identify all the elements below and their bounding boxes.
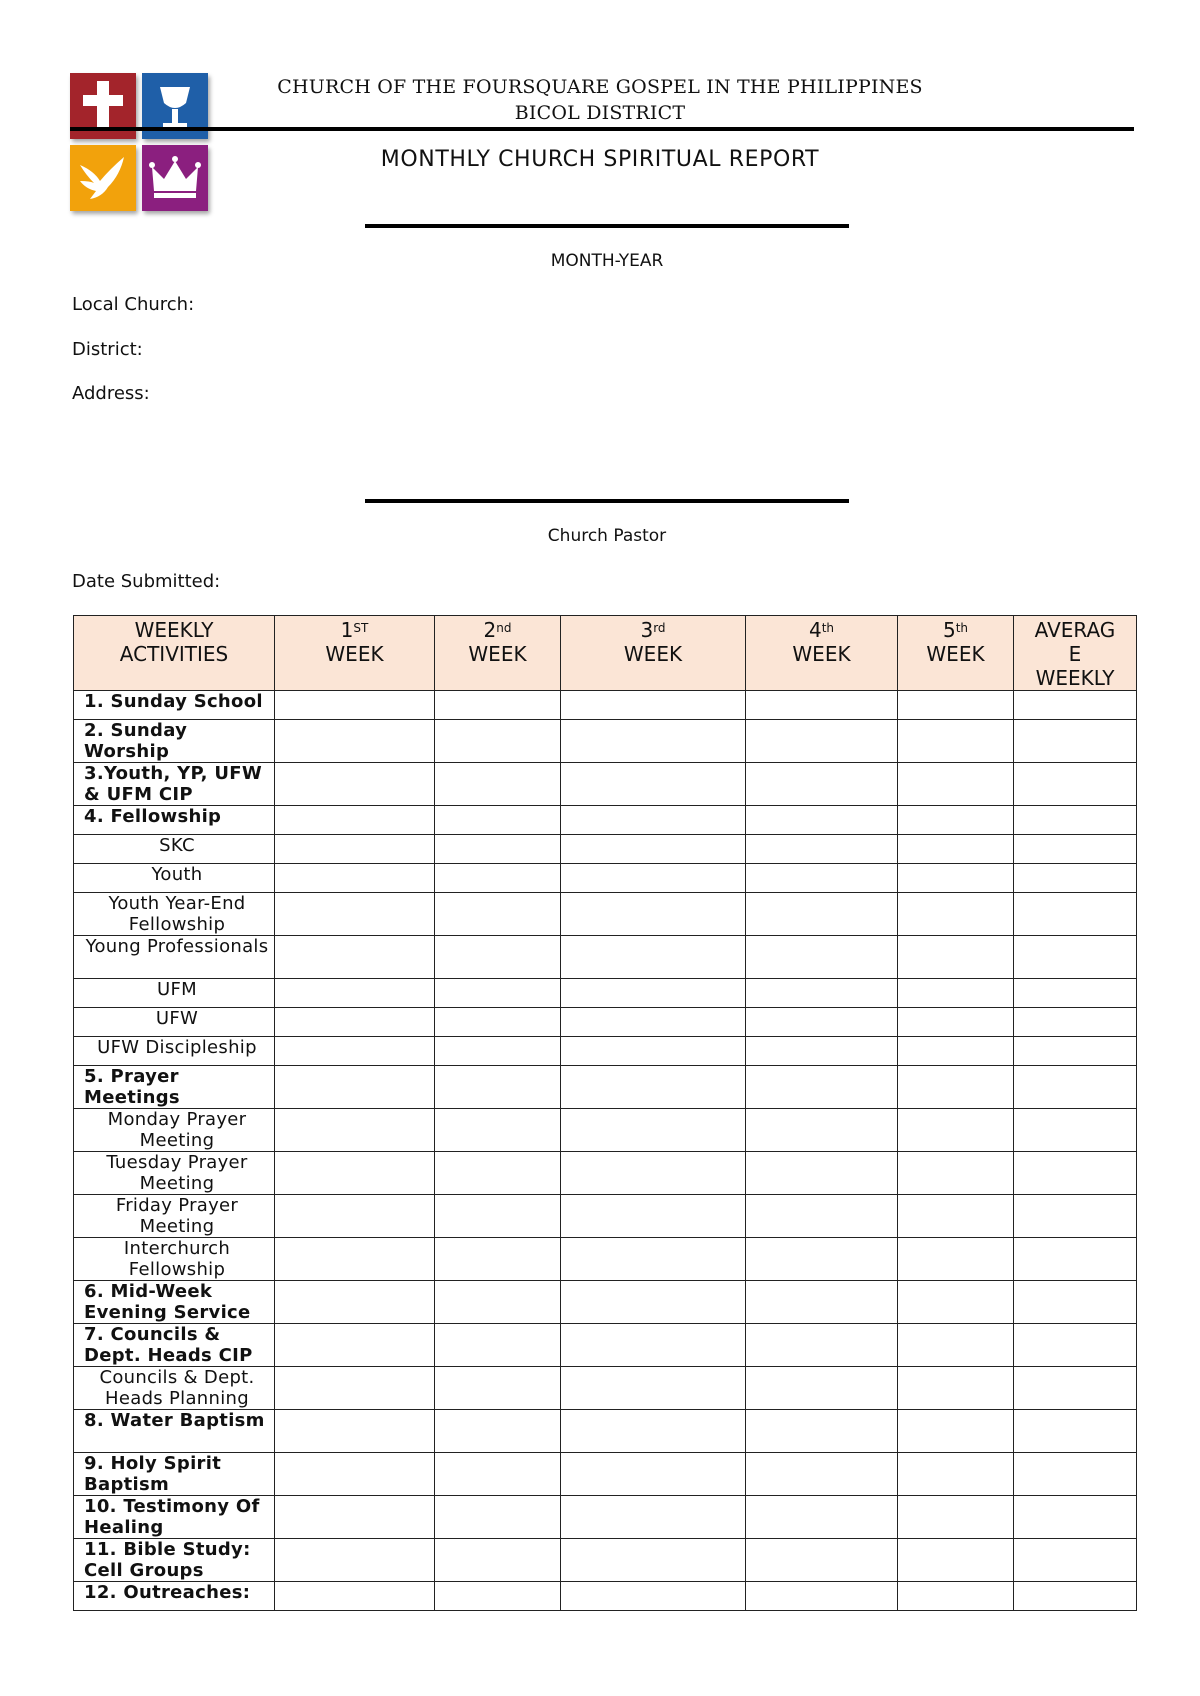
week-2-cell[interactable] <box>435 720 561 763</box>
header-divider <box>70 127 1134 131</box>
week-2-cell[interactable] <box>435 1582 561 1611</box>
table-row <box>74 691 1137 720</box>
header-activities-line: WEEKLY <box>134 618 214 642</box>
week-1-cell[interactable] <box>275 1539 435 1582</box>
header-average-line: AVERAG <box>1034 618 1116 642</box>
week-2-cell[interactable] <box>435 1238 561 1281</box>
week-4-cell[interactable] <box>746 720 898 763</box>
week-3-cell[interactable] <box>561 1037 746 1066</box>
week-3-cell[interactable] <box>561 1066 746 1109</box>
average-weekly-cell[interactable] <box>1014 1453 1137 1496</box>
week-5-cell[interactable] <box>898 1539 1014 1582</box>
week-number: 1 <box>340 618 354 642</box>
activity-label: UFW <box>74 1008 275 1037</box>
pastor-signature-line <box>365 499 849 503</box>
week-2-cell[interactable] <box>435 1496 561 1539</box>
week-3-cell[interactable] <box>561 1410 746 1453</box>
week-1-cell[interactable] <box>275 1410 435 1453</box>
org-district: BICOL DISTRICT <box>514 102 686 124</box>
table-row <box>74 893 1137 936</box>
week-5-cell[interactable] <box>898 1195 1014 1238</box>
week-1-cell[interactable] <box>275 1109 435 1152</box>
week-5-cell[interactable] <box>898 1367 1014 1410</box>
week-3-cell[interactable] <box>561 806 746 835</box>
average-weekly-cell[interactable] <box>1014 1238 1137 1281</box>
week-1-cell[interactable] <box>275 1238 435 1281</box>
table-row <box>74 1539 1137 1582</box>
average-weekly-cell[interactable] <box>1014 1008 1137 1037</box>
week-5-cell[interactable] <box>898 864 1014 893</box>
week-2-cell[interactable] <box>435 763 561 806</box>
week-2-cell[interactable] <box>435 1324 561 1367</box>
week-3-cell[interactable] <box>561 864 746 893</box>
pastor-label: Church Pastor <box>547 526 667 546</box>
week-3-cell[interactable] <box>561 1367 746 1410</box>
week-4-cell[interactable] <box>746 1238 898 1281</box>
table-row <box>74 1367 1137 1410</box>
average-weekly-cell[interactable] <box>1014 1367 1137 1410</box>
table-row <box>74 1037 1137 1066</box>
table-row <box>74 1066 1137 1109</box>
week-3-cell[interactable] <box>561 893 746 936</box>
week-3-cell[interactable] <box>561 1539 746 1582</box>
week-label: WEEK <box>792 642 851 666</box>
week-number: 5 <box>942 618 956 642</box>
table-row <box>74 979 1137 1008</box>
week-1-cell[interactable] <box>275 835 435 864</box>
week-5-cell[interactable] <box>898 893 1014 936</box>
week-ordinal: ST <box>353 621 369 635</box>
month-year-label: MONTH-YEAR <box>550 251 664 271</box>
week-2-cell[interactable] <box>435 864 561 893</box>
week-3-cell[interactable] <box>561 1324 746 1367</box>
week-1-cell[interactable] <box>275 1367 435 1410</box>
average-weekly-cell[interactable] <box>1014 691 1137 720</box>
week-1-cell[interactable] <box>275 1582 435 1611</box>
week-5-cell[interactable] <box>898 691 1014 720</box>
week-5-cell[interactable] <box>898 1453 1014 1496</box>
week-5-cell[interactable] <box>898 1496 1014 1539</box>
week-1-cell[interactable] <box>275 1066 435 1109</box>
week-number: 3 <box>640 618 654 642</box>
week-label: WEEK <box>623 642 683 666</box>
average-weekly-cell[interactable] <box>1014 806 1137 835</box>
table-row <box>74 763 1137 806</box>
week-3-cell[interactable] <box>561 1281 746 1324</box>
table-row <box>74 1453 1137 1496</box>
week-1-cell[interactable] <box>275 806 435 835</box>
week-5-cell[interactable] <box>898 1410 1014 1453</box>
activity-label: Councils & Dept. Heads Planning <box>74 1367 275 1410</box>
week-4-cell[interactable] <box>746 1008 898 1037</box>
crown-icon <box>142 145 208 211</box>
activity-label: 5. Prayer Meetings <box>74 1066 275 1109</box>
average-weekly-cell[interactable] <box>1014 936 1137 979</box>
week-4-cell[interactable] <box>746 864 898 893</box>
week-2-cell[interactable] <box>435 1281 561 1324</box>
week-1-cell[interactable] <box>275 1008 435 1037</box>
organization-header <box>220 74 980 126</box>
week-5-cell[interactable] <box>898 806 1014 835</box>
activity-label: 9. Holy Spirit Baptism <box>74 1453 275 1496</box>
week-4-cell[interactable] <box>746 1195 898 1238</box>
table-row <box>74 1109 1137 1152</box>
week-1-cell[interactable] <box>275 1037 435 1066</box>
header-week-4 <box>746 616 898 691</box>
week-1-cell[interactable] <box>275 1324 435 1367</box>
table-row <box>74 720 1137 763</box>
week-ordinal: th <box>821 621 835 635</box>
week-5-cell[interactable] <box>898 979 1014 1008</box>
month-year-line <box>365 224 849 228</box>
week-2-cell[interactable] <box>435 1152 561 1195</box>
church-logo <box>70 73 210 213</box>
activity-label: 6. Mid-Week Evening Service <box>74 1281 275 1324</box>
week-3-cell[interactable] <box>561 1582 746 1611</box>
week-5-cell[interactable] <box>898 1109 1014 1152</box>
week-3-cell[interactable] <box>561 1453 746 1496</box>
week-5-cell[interactable] <box>898 1238 1014 1281</box>
week-3-cell[interactable] <box>561 691 746 720</box>
table-row <box>74 1496 1137 1539</box>
week-5-cell[interactable] <box>898 936 1014 979</box>
header-weekly-activities <box>74 616 275 691</box>
week-2-cell[interactable] <box>435 1453 561 1496</box>
week-1-cell[interactable] <box>275 936 435 979</box>
week-4-cell[interactable] <box>746 936 898 979</box>
report-title: MONTHLY CHURCH SPIRITUAL REPORT <box>380 147 820 172</box>
activity-label: 11. Bible Study: Cell Groups <box>74 1539 275 1582</box>
week-1-cell[interactable] <box>275 1281 435 1324</box>
table-header-row <box>74 616 1137 691</box>
week-1-cell[interactable] <box>275 864 435 893</box>
week-3-cell[interactable] <box>561 720 746 763</box>
activity-label: UFW Discipleship <box>74 1037 275 1066</box>
weekly-activities-table <box>73 615 1137 1611</box>
week-ordinal: rd <box>653 621 666 635</box>
week-5-cell[interactable] <box>898 763 1014 806</box>
table-row <box>74 864 1137 893</box>
district-label: District: <box>72 339 143 360</box>
week-3-cell[interactable] <box>561 979 746 1008</box>
activity-label: Young Professionals <box>74 936 275 979</box>
week-4-cell[interactable] <box>746 893 898 936</box>
week-5-cell[interactable] <box>898 1281 1014 1324</box>
table-row <box>74 1152 1137 1195</box>
activity-label: Youth Year-End Fellowship <box>74 893 275 936</box>
week-label: WEEK <box>468 642 527 666</box>
week-2-cell[interactable] <box>435 806 561 835</box>
week-2-cell[interactable] <box>435 835 561 864</box>
week-2-cell[interactable] <box>435 1109 561 1152</box>
week-2-cell[interactable] <box>435 1367 561 1410</box>
table-body <box>74 691 1137 1611</box>
table-row <box>74 1008 1137 1037</box>
activity-label: SKC <box>74 835 275 864</box>
header-average-line: E <box>1068 642 1082 666</box>
header-activities-line: ACTIVITIES <box>119 642 229 666</box>
average-weekly-cell[interactable] <box>1014 893 1137 936</box>
average-weekly-cell[interactable] <box>1014 1496 1137 1539</box>
week-2-cell[interactable] <box>435 1410 561 1453</box>
average-weekly-cell[interactable] <box>1014 1324 1137 1367</box>
week-3-cell[interactable] <box>561 763 746 806</box>
activity-label: Youth <box>74 864 275 893</box>
average-weekly-cell[interactable] <box>1014 1410 1137 1453</box>
week-1-cell[interactable] <box>275 1195 435 1238</box>
week-5-cell[interactable] <box>898 1152 1014 1195</box>
average-weekly-cell[interactable] <box>1014 1281 1137 1324</box>
activity-label: Interchurch Fellowship <box>74 1238 275 1281</box>
week-1-cell[interactable] <box>275 720 435 763</box>
week-4-cell[interactable] <box>746 1496 898 1539</box>
week-5-cell[interactable] <box>898 720 1014 763</box>
average-weekly-cell[interactable] <box>1014 1066 1137 1109</box>
activity-label: 7. Councils & Dept. Heads CIP <box>74 1324 275 1367</box>
week-4-cell[interactable] <box>746 1539 898 1582</box>
week-2-cell[interactable] <box>435 1195 561 1238</box>
week-3-cell[interactable] <box>561 936 746 979</box>
average-weekly-cell[interactable] <box>1014 1152 1137 1195</box>
week-3-cell[interactable] <box>561 1496 746 1539</box>
table-row <box>74 1195 1137 1238</box>
header-average-weekly <box>1014 616 1137 691</box>
week-1-cell[interactable] <box>275 763 435 806</box>
week-3-cell[interactable] <box>561 1238 746 1281</box>
average-weekly-cell[interactable] <box>1014 1539 1137 1582</box>
week-1-cell[interactable] <box>275 1496 435 1539</box>
week-4-cell[interactable] <box>746 1152 898 1195</box>
activity-label: UFM <box>74 979 275 1008</box>
average-weekly-cell[interactable] <box>1014 1195 1137 1238</box>
week-3-cell[interactable] <box>561 1195 746 1238</box>
local-church-label: Local Church: <box>72 294 195 315</box>
week-label: WEEK <box>926 642 985 666</box>
week-4-cell[interactable] <box>746 1037 898 1066</box>
header-week-2 <box>435 616 561 691</box>
week-5-cell[interactable] <box>898 1008 1014 1037</box>
week-2-cell[interactable] <box>435 979 561 1008</box>
header-week-5 <box>898 616 1014 691</box>
average-weekly-cell[interactable] <box>1014 1109 1137 1152</box>
header-week-3 <box>561 616 746 691</box>
week-2-cell[interactable] <box>435 936 561 979</box>
week-4-cell[interactable] <box>746 1453 898 1496</box>
table-row <box>74 835 1137 864</box>
average-weekly-cell[interactable] <box>1014 979 1137 1008</box>
week-5-cell[interactable] <box>898 1324 1014 1367</box>
header-week-1 <box>275 616 435 691</box>
week-2-cell[interactable] <box>435 1539 561 1582</box>
table-row <box>74 936 1137 979</box>
week-5-cell[interactable] <box>898 1582 1014 1611</box>
date-submitted-label: Date Submitted: <box>72 571 221 592</box>
week-4-cell[interactable] <box>746 979 898 1008</box>
activity-label: 1. Sunday School <box>74 691 275 720</box>
week-2-cell[interactable] <box>435 1037 561 1066</box>
average-weekly-cell[interactable] <box>1014 720 1137 763</box>
week-number: 4 <box>808 618 822 642</box>
week-4-cell[interactable] <box>746 1281 898 1324</box>
week-1-cell[interactable] <box>275 893 435 936</box>
week-1-cell[interactable] <box>275 691 435 720</box>
week-2-cell[interactable] <box>435 691 561 720</box>
org-name: CHURCH OF THE FOURSQUARE GOSPEL IN THE PHILIPPINES <box>277 76 923 98</box>
activity-label: 8. Water Baptism <box>74 1410 275 1453</box>
average-weekly-cell[interactable] <box>1014 1037 1137 1066</box>
table-row <box>74 1582 1137 1611</box>
week-1-cell[interactable] <box>275 1152 435 1195</box>
header-average-line: WEEKLY <box>1035 666 1115 690</box>
activity-label: Monday Prayer Meeting <box>74 1109 275 1152</box>
week-1-cell[interactable] <box>275 1453 435 1496</box>
week-4-cell[interactable] <box>746 1066 898 1109</box>
week-4-cell[interactable] <box>746 763 898 806</box>
activity-label: 4. Fellowship <box>74 806 275 835</box>
week-3-cell[interactable] <box>561 1109 746 1152</box>
week-4-cell[interactable] <box>746 1582 898 1611</box>
week-1-cell[interactable] <box>275 979 435 1008</box>
week-4-cell[interactable] <box>746 806 898 835</box>
week-label: WEEK <box>325 642 384 666</box>
table-row <box>74 1410 1137 1453</box>
activity-label: 2. Sunday Worship <box>74 720 275 763</box>
average-weekly-cell[interactable] <box>1014 763 1137 806</box>
address-label: Address: <box>72 383 150 404</box>
week-3-cell[interactable] <box>561 835 746 864</box>
activity-label: 10. Testimony Of Healing <box>74 1496 275 1539</box>
average-weekly-cell[interactable] <box>1014 1582 1137 1611</box>
average-weekly-cell[interactable] <box>1014 835 1137 864</box>
week-number: 2 <box>483 618 497 642</box>
week-3-cell[interactable] <box>561 1008 746 1037</box>
week-2-cell[interactable] <box>435 893 561 936</box>
table-row <box>74 1324 1137 1367</box>
week-4-cell[interactable] <box>746 1367 898 1410</box>
activity-label: 3.Youth, YP, UFW & UFM CIP <box>74 763 275 806</box>
week-5-cell[interactable] <box>898 835 1014 864</box>
week-3-cell[interactable] <box>561 1152 746 1195</box>
week-4-cell[interactable] <box>746 1410 898 1453</box>
activity-label: Tuesday Prayer Meeting <box>74 1152 275 1195</box>
week-4-cell[interactable] <box>746 1109 898 1152</box>
week-5-cell[interactable] <box>898 1037 1014 1066</box>
week-2-cell[interactable] <box>435 1066 561 1109</box>
week-ordinal: nd <box>496 621 512 635</box>
week-4-cell[interactable] <box>746 691 898 720</box>
table-row <box>74 1238 1137 1281</box>
week-5-cell[interactable] <box>898 1066 1014 1109</box>
activity-label: 12. Outreaches: <box>74 1582 275 1611</box>
week-ordinal: th <box>955 621 969 635</box>
table-row <box>74 806 1137 835</box>
week-4-cell[interactable] <box>746 1324 898 1367</box>
dove-icon <box>70 145 136 211</box>
average-weekly-cell[interactable] <box>1014 864 1137 893</box>
week-4-cell[interactable] <box>746 835 898 864</box>
week-2-cell[interactable] <box>435 1008 561 1037</box>
activity-label: Friday Prayer Meeting <box>74 1195 275 1238</box>
table-row <box>74 1281 1137 1324</box>
